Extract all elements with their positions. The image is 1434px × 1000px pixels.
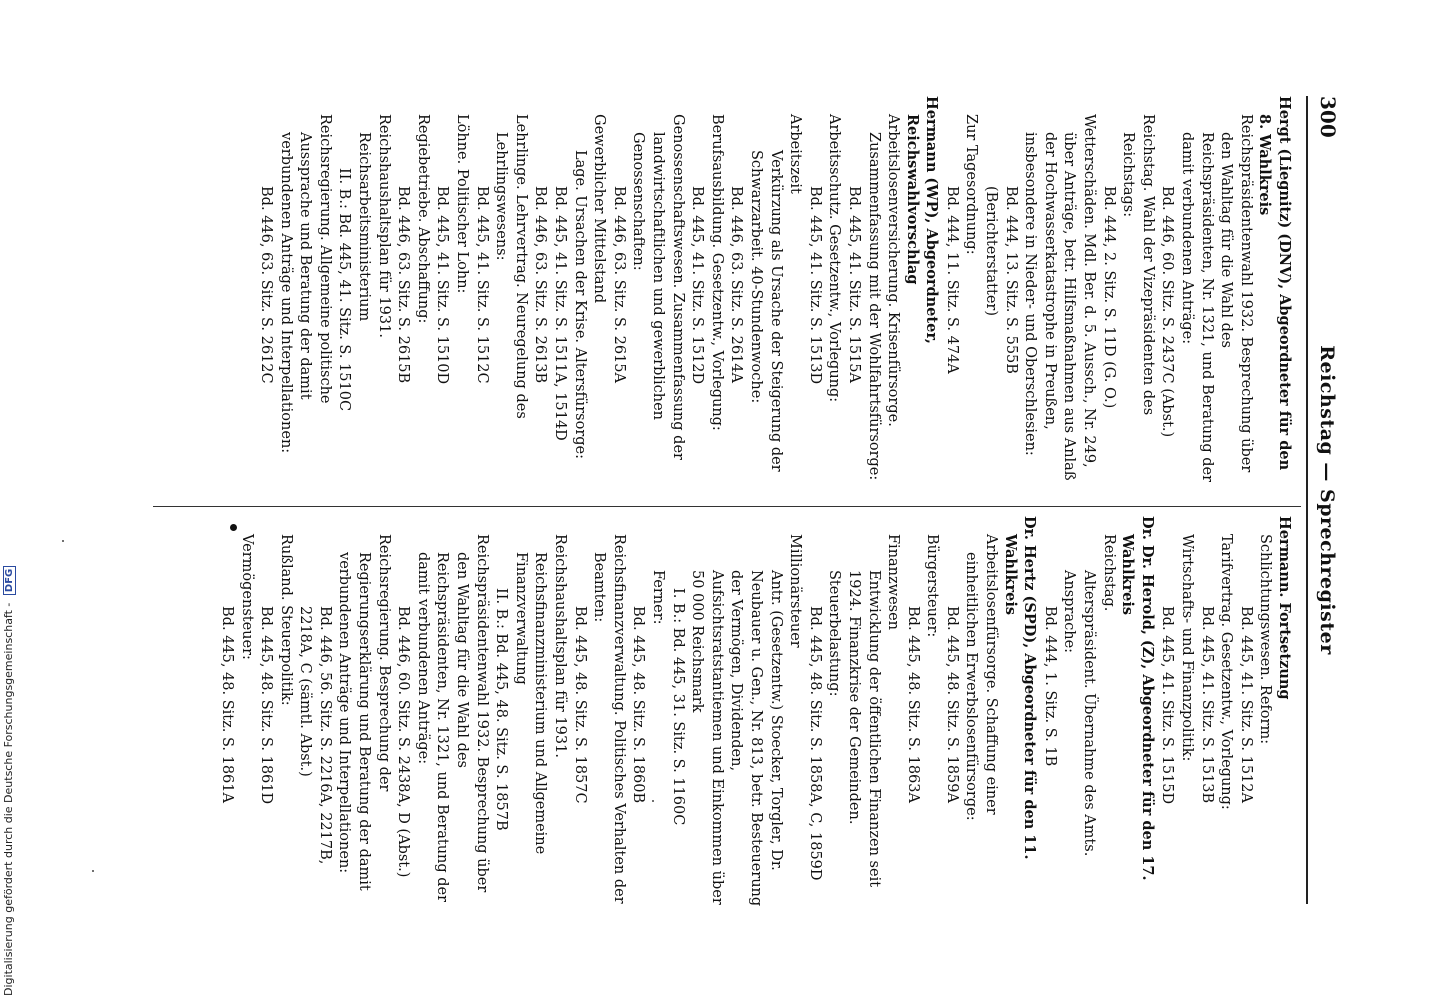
header-rule xyxy=(1306,96,1308,904)
reference-line: Bd. 445, 41. Sitz. S. 1512A xyxy=(1237,606,1254,803)
reference-line: Bd. 444, 2. Sitz. S. 11D (G. O.) xyxy=(1100,186,1117,409)
topic-entry: Verkürzung als Ursache der Steigerung der Schwarzarbeit. 40-Stundenwoche: xyxy=(747,150,784,472)
topic-entry: Berufsausbildung. Gesetzentw., Vorlegung: xyxy=(708,114,725,431)
topic-entry: Arbeitsschutz. Gesetzentw., Vorlegung: xyxy=(826,114,843,403)
reference-line: Bd. 445, 41. Sitz. S. 1512D xyxy=(689,186,706,385)
topic-entry: Millionärsteuer xyxy=(787,534,804,648)
reference-line: Bd. 446, 63. Sitz. S. 2613B xyxy=(532,186,549,384)
topic-entry: Reichsregierung. Besprechung der Regierungserklärung und Beratung der damit verbundenen Anträge und Interpellationen: xyxy=(336,534,392,891)
reference-line: Bd. 445, 48. Sitz. S. 1861A xyxy=(218,606,235,803)
footer-text: Digitalisierung gefördert durch die Deutsche Forschungsgemeinschaft - xyxy=(2,602,15,996)
reference-line: Bd. 446, 63. Sitz. S. 2614A xyxy=(728,186,745,383)
topic-entry: Reichshaushaltsplan für 1931. Reichsfinanzministerium und Allgemeine Finanzverwaltung xyxy=(512,534,569,855)
right-column xyxy=(216,516,1294,908)
topic-entry: Reichstag. Wahl der Vizepräsidenten des Reichstags: xyxy=(1120,114,1156,416)
reference-line: II. B.: Bd. 445, 41. Sitz. S. 1510C xyxy=(336,168,353,412)
topic-entry: Wetterschäden. Mdl. Ber. d. 5. Aussch., Nr. 249, über Anträge, betr. Hilfsmaßnahmen aus Anlaß der Hochwasserkatastrophe in Preußen, insbesondere in Nieder- und Oberschlesien: xyxy=(1022,114,1098,481)
reference-line: Bd. 445, 48. Sitz. S. 1859A xyxy=(943,606,960,803)
speaker-heading: Hergt (Liegnitz) (DNV), Abgeordneter für den 8. Wahlkreis xyxy=(1256,96,1293,471)
topic-entry: Finanzwesen xyxy=(885,534,902,631)
topic-entry: Antr. (Gesetzentw.) Stoecker, Torgler, Dr. Neubauer u. Gen., Nr. 813, betr. Besteuerung der Vermögen, Dividenden, Aufsichtsratstantiemen und Einkommen über 50 000 Reichsmark xyxy=(689,570,784,907)
dfg-logo: DFG xyxy=(3,566,16,595)
reference-line: Bd. 445, 41. Sitz. S. 1512C xyxy=(473,186,490,384)
reference-line: II. B.: Bd. 445, 48. Sitz. S. 1857B xyxy=(493,588,510,831)
topic-entry: Wirtschafts- und Finanzpolitik: xyxy=(1179,534,1196,762)
reference-line: Bd. 445, 41. Sitz. S. 1510D xyxy=(434,186,451,385)
reference-line: Bd. 445, 41. Sitz. S. 1513B xyxy=(1198,606,1215,804)
topic-entry: Zur Tagesordnung: xyxy=(963,114,980,255)
reference-line: Bd. 445, 41. Sitz. S. 1513D xyxy=(806,186,823,385)
page-title: Reichstag — Sprechregister xyxy=(1316,345,1338,655)
reference-line: Bd. 446, 63. Sitz. S. 2612C xyxy=(258,186,275,384)
topic-entry: Rußland. Steuerpolitik: xyxy=(277,534,294,706)
topic-entry: Reichspräsidentenwahl 1932. Besprechung über den Wahltag für die Wahl des Reichspräsidenten, Nr. 1321, und Beratung der damit verbundenen Anträge: xyxy=(1179,114,1254,483)
reference-line: Bd. 445, 48. Sitz. S. 1857C xyxy=(571,606,588,804)
reference-line: Bd. 446, 60. Sitz. S. 2437C (Abst.) xyxy=(1159,186,1176,438)
reference-line: Bd. 444, 13. Sitz. S. 555B (Berichterstatter) xyxy=(983,186,1019,374)
reference-line: I. B.: Bd. 445, 31. Sitz. S. 1160C xyxy=(669,588,686,826)
topic-entry: Arbeitslosenfürsorge. Schaffung einer einheitlichen Erwerbslosenfürsorge: xyxy=(963,534,1000,821)
topic-entry: Vermögensteuer: xyxy=(238,534,255,660)
speaker-heading: Dr. Hertz (SPD), Abgeordneter für den 11. Wahlkreis xyxy=(1001,516,1039,860)
reference-line: Bd. 445, 41. Sitz. S. 1515A xyxy=(845,186,862,383)
topic-entry: Tarifvertrag. Gesetzentw., Vorlegung: xyxy=(1218,534,1235,810)
topic-entry: Alterspräsident. Übernahme des Amts. Ansprache: xyxy=(1061,570,1098,857)
topic-entry: Ferner: xyxy=(650,570,666,625)
topic-entry: Regiebetriebe. Abschaffung: xyxy=(414,114,431,324)
ink-speck xyxy=(652,800,654,802)
topic-entry: Entwicklung der öffentlichen Finanzen seit 1924. Finanzkrise der Gemeinden. Steuerbelastung: xyxy=(826,570,882,888)
topic-entry: Bürgersteuer: xyxy=(924,534,941,638)
topic-entry: Arbeitslosenversicherung. Krisenfürsorge. Zusammenfassung mit der Wohlfahrtsfürsorge: xyxy=(865,114,902,481)
footer-note xyxy=(2,566,16,996)
reference-line: Bd. 446, 63. Sitz. S. 2615A xyxy=(610,186,627,383)
topic-entry: Lehrlinge. Lehrvertrag. Neuregelung des Lehrlingswesens: xyxy=(493,114,529,419)
reference-line: Bd. 445, 48. Sitz. S. 1861D xyxy=(258,606,275,805)
ink-dot xyxy=(230,524,237,531)
reference-line: Bd. 445, 48. Sitz. S. 1863A xyxy=(904,606,921,803)
topic-entry: Reichshaushaltsplan für 1931. Reichsarbeitsministerium xyxy=(356,114,392,338)
reference-line: Bd. 445, 48. Sitz. S. 1858A, C, 1859D xyxy=(806,606,823,881)
speaker-heading: Hermann. Fortsetzung xyxy=(1276,516,1293,700)
speaker-heading: Dr. Dr. Herold, (Z), Abgeordneter für den 17. Wahlkreis xyxy=(1119,516,1156,881)
reference-line: Bd. 444, 1. Sitz. S. 1B xyxy=(1041,606,1058,767)
topic-entry: Gewerblicher Mittelstand xyxy=(591,114,608,304)
topic-entry: Genossenschaftswesen. Zusammenfassung der landwirtschaftlichen und gewerblichen Genossenschaften: xyxy=(630,114,686,460)
topic-entry: Reichsregierung. Allgemeine politische Aussprache und Beratung der damit verbundenen Anträge und Interpellationen: xyxy=(277,114,333,454)
reference-line: Bd. 445, 41. Sitz. S. 1515D xyxy=(1159,606,1176,805)
reference-line: Bd. 444, 11. Sitz. S. 474A xyxy=(943,186,960,374)
reference-line: Bd. 446, 56. Sitz. S. 2216A, 2217B, 2218A, C (sämtl. Abst.) xyxy=(297,606,333,865)
topic-entry: Schlichtungswesen. Reform: xyxy=(1257,534,1274,745)
topic-entry: Lage. Ursachen der Krise. Altersfürsorge: xyxy=(571,150,588,460)
left-column xyxy=(256,96,1294,488)
reference-line: Bd. 445, 48. Sitz. S. 1860B xyxy=(630,606,647,804)
topic-entry: Löhne. Politischer Lohn: xyxy=(454,114,471,294)
reference-line: Bd. 445, 41. Sitz. S. 1511A, 1514D xyxy=(552,186,569,441)
reference-line: Bd. 446, 60. Sitz. S. 2438A, D (Abst.) xyxy=(395,606,412,878)
topic-entry: Reichspräsidentenwahl 1932. Besprechung über den Wahltag für die Wahl des Reichspräsidenten, Nr. 1321, und Beratung der damit verbundenen Anträge: xyxy=(414,534,490,903)
topic-entry: Arbeitszeit xyxy=(787,114,804,194)
topic-entry: Reichsfinanzverwaltung. Politisches Verhalten der Beamten: xyxy=(591,534,627,904)
topic-entry: Reichstag. xyxy=(1100,534,1117,612)
page-number: 300 xyxy=(1316,96,1340,138)
column-divider xyxy=(153,506,1301,507)
ink-speck xyxy=(92,870,94,872)
speaker-heading: Hermann (WP), Abgeordneter, Reichswahlvorschlag xyxy=(903,96,941,344)
reference-line: Bd. 446, 63. Sitz. S. 2615B xyxy=(395,186,412,384)
ink-speck xyxy=(62,540,64,542)
